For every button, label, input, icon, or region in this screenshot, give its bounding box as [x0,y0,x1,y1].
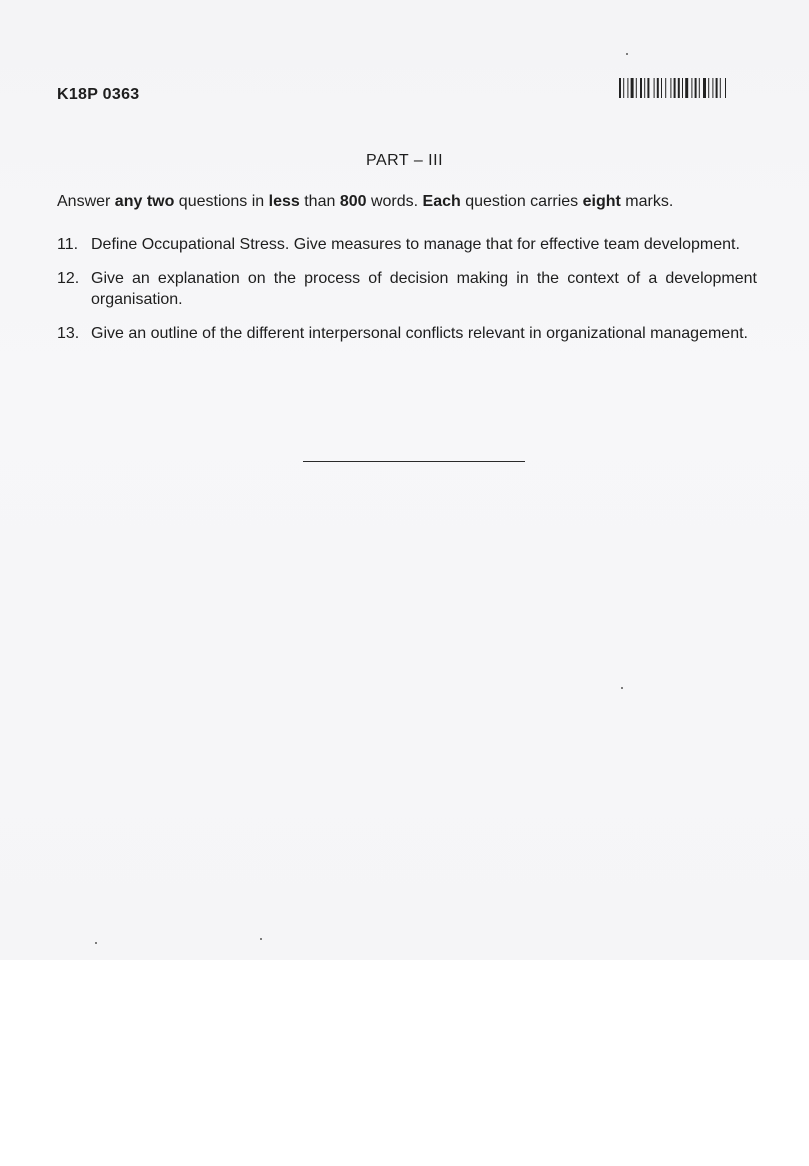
scan-speck [95,942,97,944]
question-text: Give an explanation on the process of decision making in the context of a development organisation. [91,270,757,308]
barcode-bar [623,78,624,98]
barcode-bar [644,78,645,98]
barcode-bar [636,78,637,98]
question-number: 11. [57,236,79,253]
barcode-bar [712,78,713,98]
question-item [57,234,757,255]
barcode-bar [665,78,666,98]
paper-code: K18P 0363 [57,86,140,103]
barcode-bar [647,78,649,98]
scan-speck [626,53,628,55]
barcode-bar [691,78,692,98]
question-item [57,323,757,344]
barcode-bar [720,78,721,98]
instructions: Answer any two questions in less than 800 words. Each question carries eight marks. [57,193,674,210]
barcode-bar [678,78,680,98]
barcode-bar [657,78,659,98]
barcode-bar [685,78,688,98]
question-number: 12. [57,270,80,287]
barcode-bar [631,78,634,98]
barcode-bar [725,78,726,98]
barcode-bar [699,78,700,98]
barcode-bar [703,78,706,98]
question-text: Give an outline of the different interpersonal conflicts relevant in organizational management. [91,325,748,342]
question-text: Define Occupational Stress. Give measures to manage that for effective team development. [91,236,740,253]
barcode-bar [674,78,676,98]
question-list [57,234,757,357]
barcode-bar [695,78,697,98]
barcode-bar [627,78,628,98]
question-item [57,268,757,310]
barcode-bar [654,78,655,98]
barcode-bar [670,78,671,98]
part-title: PART – III [365,152,444,169]
barcode-icon [619,78,775,98]
question-number: 13. [57,325,80,342]
barcode-bar [716,78,718,98]
scan-speck [621,687,623,689]
barcode-bar [619,78,621,98]
barcode-bar [708,78,709,98]
barcode-bar [640,78,642,98]
end-divider [303,461,525,462]
barcode-bar [682,78,683,98]
barcode-bar [661,78,662,98]
scan-speck [260,938,262,940]
